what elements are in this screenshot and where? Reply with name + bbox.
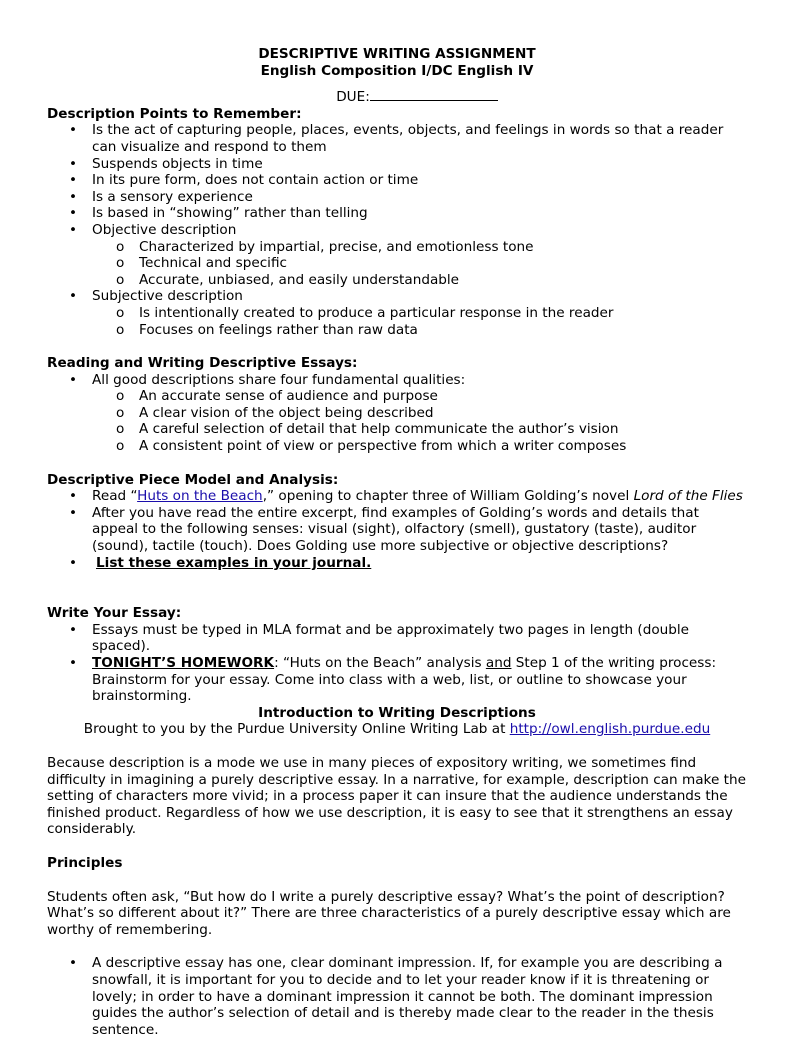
list-item-label: All good descriptions share four fundamental qualities: (92, 371, 466, 388)
intro-paragraph: Because description is a mode we use in many pieces of expository writing, we sometimes find difficulty in imagining a purely descriptive essay. In a narrative, for example, description can make the setting of characters more vivid; in a process paper it can insure that the audience understands the finished product. Regardless of how we use description, it is easy to see that it strengthens an essay considerably. (47, 754, 746, 838)
document-page (47, 46, 747, 1038)
text-span: Step 1 of the writing process: Brainstorm for your essay. Come into class with a web, list, or outline to showcase your brainstorming. (92, 655, 717, 705)
text-span: Brought to you by the Purdue University Online Writing Lab at (83, 721, 510, 738)
list-item: • Essays must be typed in MLA format and be approximately two pages in length (double spaced). (47, 622, 747, 655)
reading-list (47, 372, 747, 455)
list-item: • In its pure form, does not contain action or time (47, 172, 747, 189)
section-heading-points: Description Points to Remember: (47, 105, 302, 122)
list-item (47, 222, 747, 288)
sub-list-item: o Focuses on feelings rather than raw data (47, 322, 747, 339)
list-item: • Is the act of capturing people, places, events, objects, and feelings in words so that a reader can visualize and respond to them (47, 122, 747, 155)
principles-list (47, 955, 747, 1038)
section-heading-model: Descriptive Piece Model and Analysis: (47, 471, 339, 488)
book-title: Lord of the Flies (633, 488, 743, 505)
due-label: DUE: (336, 89, 370, 106)
sub-list-item: o An accurate sense of audience and purpose (47, 388, 747, 405)
sub-list (92, 388, 747, 454)
sub-list-item: o Characterized by impartial, precise, and emotionless tone (47, 239, 747, 256)
sub-list-item: o Is intentionally created to produce a particular response in the reader (47, 305, 747, 322)
section-heading-reading: Reading and Writing Descriptive Essays: (47, 355, 358, 372)
sub-list (92, 239, 747, 289)
sub-list-item: o A clear vision of the object being described (47, 405, 747, 422)
due-blank (370, 88, 498, 101)
sub-list-item: o Technical and specific (47, 255, 747, 272)
sub-list-item: o Accurate, unbiased, and easily understandable (47, 272, 747, 289)
list-item: • A descriptive essay has one, clear dominant impression. If, for example you are describing a snowfall, it is important for you to decide and to let your reader know if it is threatening or lovely; in order to have a dominant impression it cannot be both. The dominant impression guides the author’s selection of detail and is thereby made clear to the reader in the thesis sentence. (47, 955, 747, 1038)
huts-on-the-beach-link[interactable]: Huts on the Beach (137, 488, 263, 505)
sub-list (92, 305, 747, 338)
doc-subtitle: English Composition I/DC English IV (260, 62, 534, 79)
homework-label: TONIGHT’S HOMEWORK (92, 655, 275, 671)
sub-list-item: o A careful selection of detail that help communicate the author’s vision (47, 421, 747, 438)
intro-title: Introduction to Writing Descriptions (258, 704, 536, 721)
list-item (47, 288, 747, 338)
text-span: Read “ (92, 488, 138, 505)
due-line (47, 88, 747, 106)
list-item (47, 655, 747, 705)
list-item (47, 555, 747, 572)
list-item (47, 488, 747, 505)
sub-list-item: o A consistent point of view or perspective from which a writer composes (47, 438, 747, 455)
section-heading-write: Write Your Essay: (47, 605, 182, 622)
owl-link[interactable]: http://owl.english.purdue.edu (509, 721, 711, 738)
list-item (47, 372, 747, 455)
list-item: • After you have read the entire excerpt, find examples of Golding’s words and details that appeal to the following senses: visual (sight), olfactory (smell), gustatory (taste), auditor (sound), tactile (touch). Does Golding use more subjective or objective descriptions? (47, 505, 747, 555)
points-list (47, 122, 747, 338)
list-item: • Suspends objects in time (47, 156, 747, 173)
journal-instruction: List these examples in your journal. (96, 554, 372, 571)
intro-byline (47, 721, 747, 738)
write-list (47, 622, 747, 705)
model-list (47, 488, 747, 571)
text-span: : “Huts on the Beach” analysis (274, 655, 486, 671)
text-span: ,” opening to chapter three of William Golding’s novel (262, 488, 634, 505)
list-item-label: Subjective description (92, 288, 243, 305)
list-item: • Is a sensory experience (47, 189, 747, 206)
list-item: • Is based in “showing” rather than telling (47, 205, 747, 222)
doc-title: DESCRIPTIVE WRITING ASSIGNMENT (258, 46, 536, 62)
section-heading-principles: Principles (47, 854, 123, 871)
principles-paragraph: Students often ask, “But how do I write a purely descriptive essay? What’s the point of description? What’s so different about it?” There are three characteristics of a purely descriptive essay which are worthy of remembering. (47, 888, 731, 938)
text-span: and (485, 655, 512, 671)
list-item-label: Objective description (92, 221, 237, 238)
